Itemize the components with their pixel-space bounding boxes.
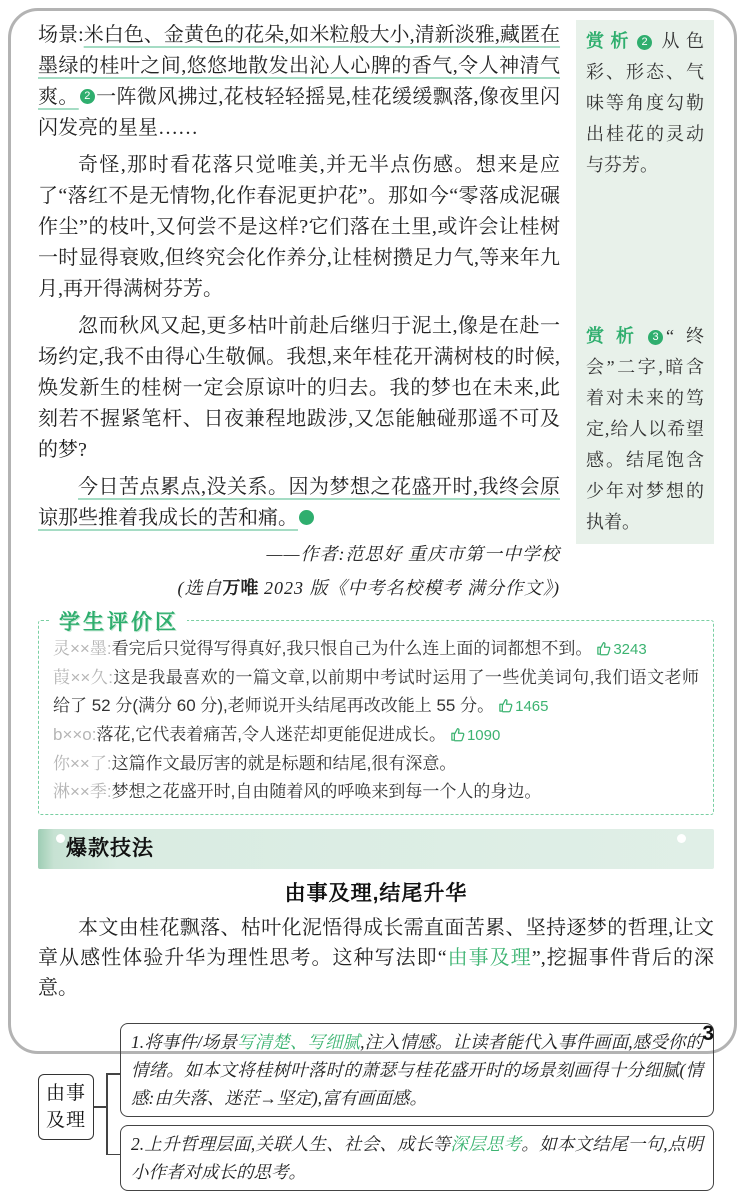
text-segment: 奇怪,那时看花落只觉唯美,并无半点伤感。想来是应了“落红不是无情物,化作春泥更护花”。那如今“零落成泥碾作尘”的枝叶,又何尝不是这样?它们落在土里,或许会让桂树一时显得衰败,但终究会化作养分,让桂树攒足力气,等来年九月,再开得满树芬芳。 [38, 154, 560, 300]
comment-row [53, 635, 699, 664]
like-badge: 3243 [596, 639, 646, 658]
comment-text: 梦想之花盛开时,自由随着风的呼唤来到每一个人的身边。 [111, 782, 542, 801]
appreciation-note [586, 321, 704, 538]
diagram-point [120, 1125, 714, 1191]
diagram-point [120, 1023, 714, 1117]
comments-list [53, 635, 699, 806]
page-number: 3 [702, 1022, 714, 1045]
technique-diagram [38, 1023, 714, 1191]
appreciation-note [586, 26, 704, 181]
comment-row [53, 721, 699, 750]
thumbs-up-icon [498, 698, 513, 713]
appreciation-label: 赏析 [586, 31, 635, 51]
comment-username: 淋××季: [53, 782, 112, 801]
text-segment: 写清楚、写细腻 [237, 1032, 361, 1052]
technique-body-text [38, 913, 714, 1003]
technique-section-title: 爆款技法 [66, 837, 154, 860]
appreciation-sidebar [576, 20, 714, 544]
thumbs-up-icon [596, 641, 611, 656]
comment-username: b××o: [53, 725, 97, 744]
essay-paragraph [38, 20, 560, 144]
essay-paragraph [38, 472, 560, 534]
essay-paragraph [38, 150, 560, 305]
appreciation-number-2: 2 [637, 35, 652, 50]
text-segment: 深层思考 [450, 1134, 522, 1154]
appreciation-text: 从色彩、形态、气味等角度勾勒出桂花的灵动与芬芳。 [586, 31, 704, 175]
appreciation-text: “终会”二字,暗含着对未来的笃定,给人以希望感。结尾饱含少年对梦想的执着。 [586, 326, 704, 532]
comment-username: 你××了: [53, 754, 112, 773]
text-segment: 2.上升哲理层面,关联人生、社会、成长等 [131, 1134, 451, 1154]
text-segment: 场景: [38, 24, 84, 46]
text-segment: 。如本文结尾一句,点明小作者对成长的思考。 [131, 1134, 704, 1182]
comment-text: 这是我最喜欢的一篇文章,以前期中考试时运用了一些优美词句,我们语文老师给了 52 分(满分 60 分),老师说开头结尾再改改能上 55 分。 [53, 668, 699, 715]
appreciation-number-3: 3 [648, 330, 663, 345]
text-segment: ,注入情感。让读者能代入事件画面,感受你的情绪。如本文将桂树叶落时的萧瑟与桂花盛开时的场景刻画得十分细腻(情感:由失落、迷茫→坚定),富有画面感。 [131, 1032, 703, 1108]
annotation-marker-3: 3 [299, 510, 314, 525]
comment-row [53, 750, 699, 778]
comment-text: 落花,它代表着痛苦,令人迷茫却更能促进成长。 [96, 725, 446, 744]
technique-subtitle: 由事及理,结尾升华 [284, 882, 468, 905]
essay-with-annotations [38, 20, 714, 602]
connector-bracket [106, 1023, 120, 1191]
text-segment: 1.将事件/场景 [131, 1032, 238, 1052]
source-suffix: 2023 版《中考名校模考 满分作文》) [258, 578, 560, 598]
comment-username: 灵××墨: [53, 639, 112, 658]
diagram-root-node [38, 1074, 94, 1140]
student-comments-box [38, 611, 714, 815]
like-badge: 1090 [450, 725, 500, 744]
essay-paragraph [38, 311, 560, 466]
diagram-points [120, 1023, 714, 1191]
comment-username: 葭××久: [53, 668, 113, 687]
text-segment: ”,挖掘事件背后的深意。 [38, 947, 714, 999]
technique-section-header-bar [38, 829, 714, 869]
essay-source-line [38, 574, 560, 602]
diagram-node-line: 由事 [46, 1083, 87, 1104]
text-segment: 由事及理 [446, 947, 532, 969]
page-content [38, 20, 714, 1191]
thumbs-up-icon [450, 727, 465, 742]
diagram-node-line: 及理 [46, 1110, 87, 1131]
comment-text: 这篇作文最厉害的就是标题和结尾,很有深意。 [111, 754, 457, 773]
text-segment: 一阵微风拂过,花枝轻轻摇晃,桂花缓缓飘落,像夜里闪闪发亮的星星…… [38, 86, 561, 139]
source-prefix: (选自 [177, 578, 223, 598]
comment-text: 看完后只觉得写得真好,我只恨自己为什么连上面的词都想不到。 [111, 639, 593, 658]
text-segment: 今日苦点累点,没关系。因为梦想之花盛开时,我终会原谅那些推着我成长的苦和痛。 [38, 476, 560, 529]
essay-paragraphs [38, 20, 560, 534]
essay-column [38, 20, 560, 602]
annotation-marker-2: 2 [80, 89, 95, 104]
student-comments-title: 学生评价区 [51, 606, 187, 636]
text-segment: 忽而秋风又起,更多枯叶前赴后继归于泥土,像是在赴一场约定,我不由得心生敬佩。我想,来年桂花开满树枝的时候,焕发新生的桂树一定会原谅叶的归去。我的梦也在未来,此刻若不握紧笔杆、日夜兼程地跋涉,又怎能触碰那遥不可及的梦? [38, 315, 560, 461]
essay-author-line: ——作者:范思好 重庆市第一中学校 [266, 544, 560, 564]
like-badge: 1465 [498, 696, 548, 715]
connector-stub [94, 1106, 106, 1108]
text-segment: 米白色、金黄色的花朵,如米粒般大小,清新淡雅,藏匿在墨绿的桂叶之间,悠悠地散发出沁人心脾的香气,令人神清气爽。 [38, 24, 561, 108]
publisher-logo-text: 万唯 [222, 578, 259, 598]
comment-row [53, 778, 699, 806]
appreciation-label: 赏析 [586, 326, 646, 346]
comment-row [53, 664, 699, 721]
text-segment: 本文由桂花飘落、枯叶化泥悟得成长需直面苦累、坚持逐梦的哲理,让文章从感性体验升华为理性思考。这种写法即“ [38, 917, 714, 969]
